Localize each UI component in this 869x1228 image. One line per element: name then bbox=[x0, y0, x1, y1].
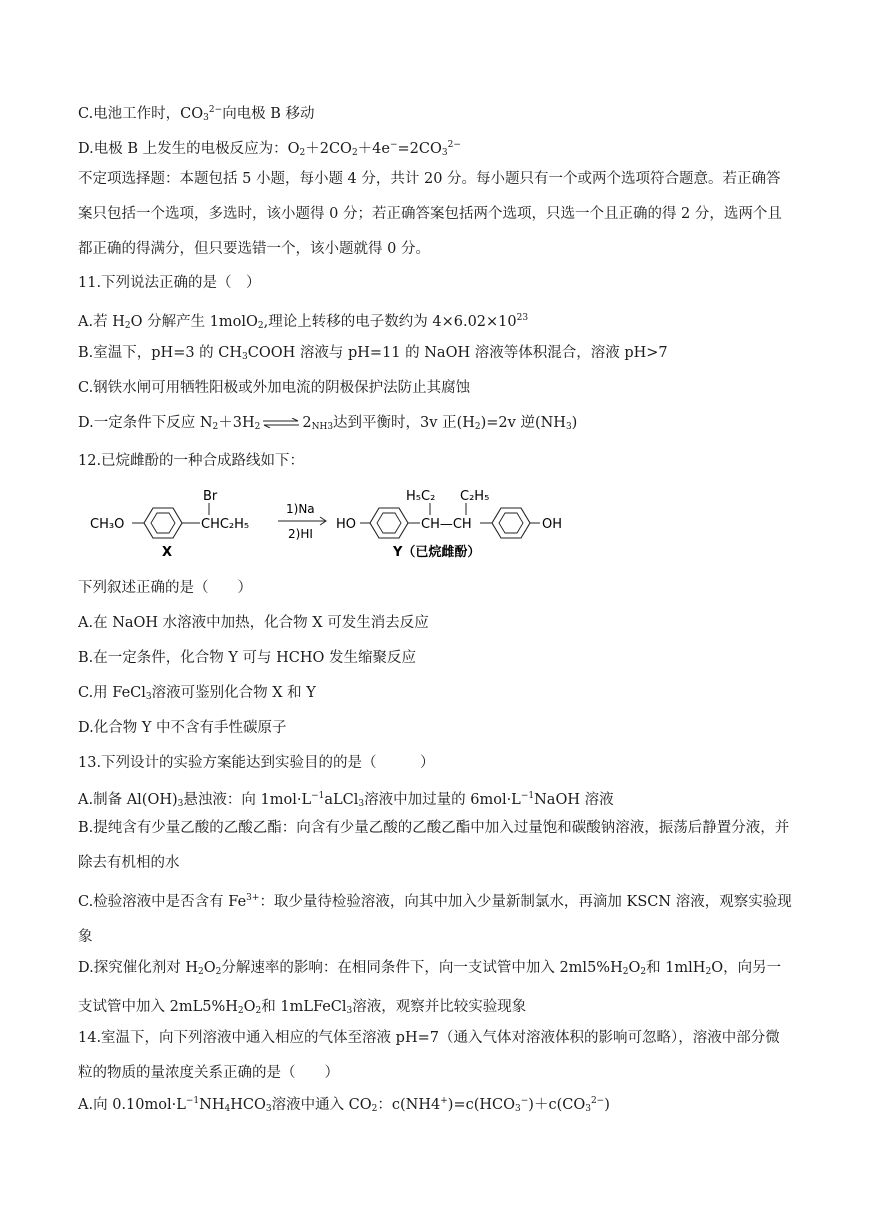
q13-option-b: B.提纯含有少量乙酸的乙酸乙酯：向含有少量乙酸的乙酸乙酯中加入过量饱和碳酸钠溶液，振荡后静置分液，并除去有机相的水 bbox=[78, 820, 790, 871]
y-ethyl-right-label: C₂H₅ bbox=[460, 489, 490, 504]
q10-option-d: D.电极 B 上发生的电极反应为：$O_2+2CO_2+4e^-=2CO_3^{2-}$ bbox=[78, 140, 461, 158]
q12-option-b: B.在一定条件，化合物 Y 可与 HCHO 发生缩聚反应 bbox=[78, 650, 417, 666]
x-benzene-ring-icon bbox=[144, 508, 182, 538]
y-left-benzene-ring-icon bbox=[370, 508, 408, 538]
q11-stem: 11.下列说法正确的是（ ） bbox=[78, 275, 261, 291]
q13-stem: 13.下列设计的实验方案能达到实验目的的是（ ） bbox=[78, 755, 435, 771]
y-compound-label: Y（已烷雌酚） bbox=[393, 545, 481, 560]
q12-option-c: C.用 FeCl$_3$溶液可鉴别化合物 X 和 Y bbox=[78, 685, 316, 702]
y-hydroxyl-right-label: OH bbox=[542, 517, 563, 532]
x-methoxy-label: CH₃O bbox=[90, 517, 125, 532]
x-bromine-label: Br bbox=[203, 489, 218, 504]
q11-option-b: B.室温下，pH=3 的 $CH_3COOH$ 溶液与 pH=11 的 NaOH 溶液等体积混合，溶液 pH>7 bbox=[78, 345, 668, 362]
x-chain-label: CHC₂H₅ bbox=[201, 517, 250, 532]
q14-option-a: A.向 $0.10mol\cdot L^{-1}NH_4HCO_3$溶液中通入 $CO_2$：$c(NH4^+)=c(HCO_3^-)+c(CO_3^{2-})$ bbox=[78, 1096, 610, 1114]
section-instructions: 不定项选择题：本题包括 5 小题，每小题 4 分，共计 20 分。每小题只有一个或两个选项符合题意。若正确答案只包括一个选项，多选时，该小题得 0 分；若正确答案包括两个选项，只选一个且正确的得 2 分，选两个且都正确的得满分，但只要选错一个，该小题就得 0 分。 bbox=[78, 171, 782, 257]
y-chain-label: CH—CH bbox=[421, 517, 472, 532]
q11-option-a: A.若 $H_2O$ 分解产生 1molO$_2$,理论上转移的电子数约为 $4\times 6.02\times 10^{23}$ bbox=[78, 313, 529, 331]
q11-option-d: D.一定条件下反应 $N_2+3H_2$ $2_{NH3}$达到平衡时，3v 正$(H_2)=2v$ 逆$(NH_3)$ bbox=[78, 415, 578, 432]
q12-option-a: A.在 NaOH 水溶液中加热，化合物 X 可发生消去反应 bbox=[78, 615, 429, 631]
y-right-benzene-ring-icon bbox=[492, 508, 530, 538]
reagent-2-label: 2)HI bbox=[288, 527, 313, 541]
reagent-1-label: 1)Na bbox=[286, 502, 315, 516]
x-compound-label: X bbox=[162, 545, 173, 560]
q12-option-d: D.化合物 Y 中不含有手性碳原子 bbox=[78, 720, 287, 736]
y-ethyl-left-label: H₅C₂ bbox=[406, 489, 436, 504]
q14-stem: 14.室温下，向下列溶液中通入相应的气体至溶液 pH=7（通入气体对溶液体积的影响可忽略），溶液中部分微粒的物质的量浓度关系正确的是（ ） bbox=[78, 1030, 780, 1081]
q13-option-d: D.探究催化剂对 $H_2O_2$分解速率的影响：在相同条件下，向一支试管中加入 $2ml5\%H_2O_2$和 1mlH$_2$O，向另一支试管中加入 $2mL5\%H_2O_2$和 1mLFeCl$_3$溶液，观察并比较实验现象 bbox=[78, 960, 782, 1016]
q13-option-c: C.检验溶液中是否含有 $Fe^{3+}$：取少量待检验溶液，向其中加入少量新制氯水，再滴加 KSCN 溶液，观察实验现象 bbox=[78, 893, 792, 945]
q13-option-a: A.制备 $Al(OH)_3$悬浊液：向 $1mol\cdot L^{-1}aLCl_3$溶液中加过量的 $6mol\cdot L^{-1}NaOH$ 溶液 bbox=[78, 791, 614, 809]
q11-option-c: C.钢铁水闸可用牺牲阳极或外加电流的阴极保护法防止其腐蚀 bbox=[78, 380, 471, 396]
synthesis-scheme bbox=[88, 488, 608, 568]
equilibrium-arrow-icon bbox=[262, 418, 300, 428]
q10-option-c: C.电池工作时，$CO_3^{2-}$向电极 B 移动 bbox=[78, 105, 315, 123]
q12-intro: 下列叙述正确的是（ ） bbox=[78, 580, 252, 596]
y-hydroxyl-left-label: HO bbox=[336, 517, 357, 532]
q12-stem: 12.已烷雌酚的一种合成路线如下： bbox=[78, 453, 305, 469]
